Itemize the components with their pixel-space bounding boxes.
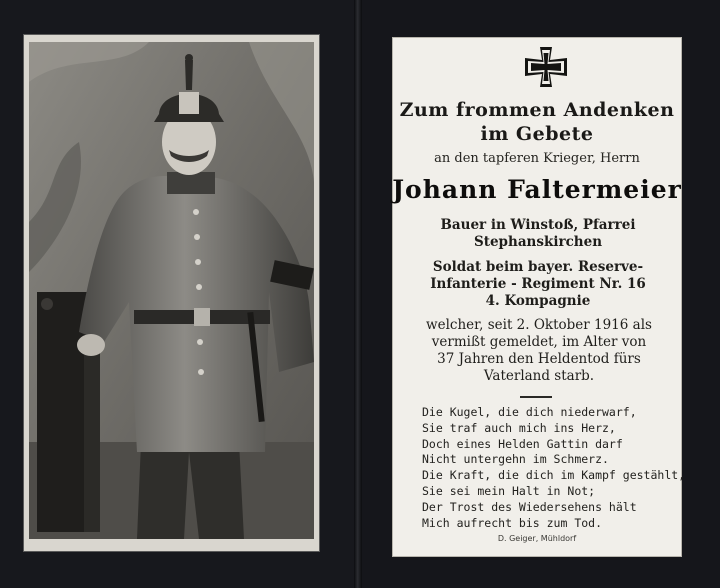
regiment-line: Infanterie - Regiment Nr. 16 <box>430 276 646 292</box>
portrait-photo-frame <box>23 34 320 552</box>
memorial-poem <box>422 405 686 531</box>
section-divider <box>520 396 552 398</box>
regiment-line: 4. Kompagnie <box>485 293 591 309</box>
death-notice-line: 37 Jahren den Heldentod fürs <box>437 351 641 367</box>
poem-line: Mich aufrecht bis zum Tod. <box>422 515 603 530</box>
occupation-line: Bauer in Winstoß, Pfarrei <box>440 217 636 233</box>
card-fold <box>354 0 362 588</box>
printer-credit: D. Geiger, Mühldorf <box>497 534 577 543</box>
poem-line: Nicht untergehn im Schmerz. <box>422 452 609 467</box>
poem-line: Sie traf auch mich ins Herz, <box>422 420 616 435</box>
death-notice-line: vermißt gemeldet, im Alter von <box>431 334 647 350</box>
poem-line: Der Trost des Wiedersehens hält <box>422 499 637 514</box>
heading-line: im Gebete <box>480 123 594 145</box>
heading-line: Zum frommen Andenken <box>399 99 675 121</box>
memorial-text-card <box>392 37 686 557</box>
occupation-line: Stephanskirchen <box>473 234 603 250</box>
soldier-portrait-photo <box>29 42 314 539</box>
poem-line: Die Kraft, die dich im Kampf gestählt, <box>422 468 686 483</box>
dedication-text: an den tapferen Krieger, Herrn <box>434 151 640 166</box>
deceased-name: Johann Faltermeier <box>392 175 682 204</box>
death-notice-line: Vaterland starb. <box>483 368 595 384</box>
death-notice-line: welcher, seit 2. Oktober 1916 als <box>426 317 652 333</box>
iron-cross-icon <box>523 45 569 89</box>
poem-line: Sie sei mein Halt in Not; <box>422 483 596 498</box>
regiment-line: Soldat beim bayer. Reserve- <box>432 259 644 275</box>
poem-line: Die Kugel, die dich niederwarf, <box>422 405 637 419</box>
poem-line: Doch eines Helden Gattin darf <box>422 436 623 451</box>
